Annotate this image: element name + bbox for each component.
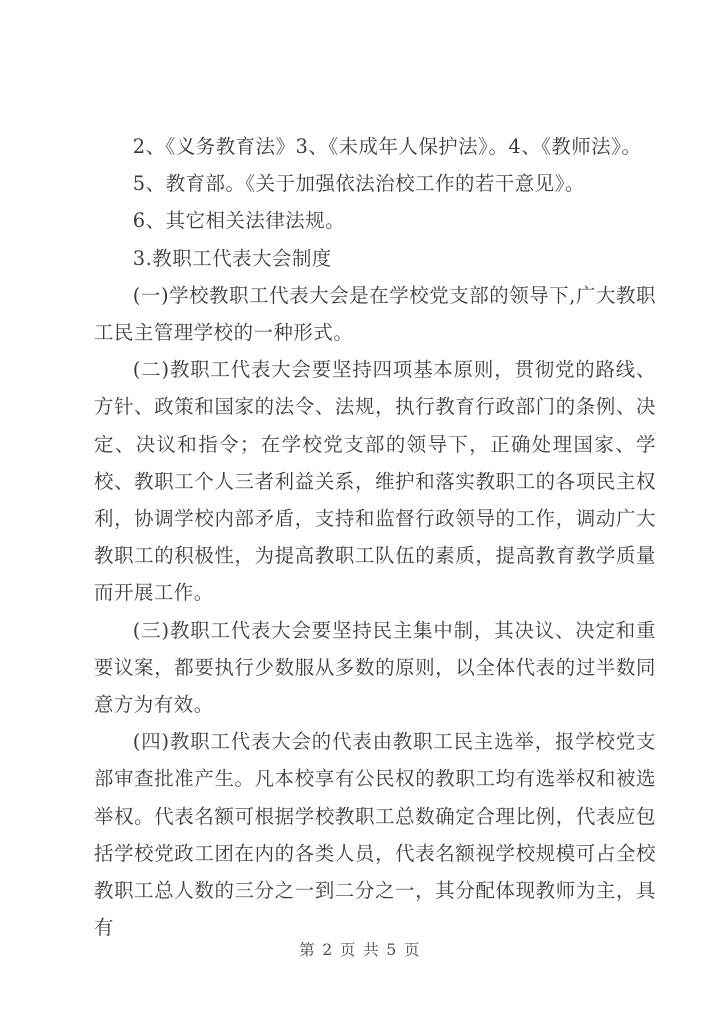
paragraph-statute-list-line: 2、《义务教育法》3、《未成年人保护法》。4、《教师法》。 [132, 135, 642, 158]
paragraph-clause-1: (一)学校教职工代表大会是在学校党支部的领导下,广大教职工民主管理学校的一种形式。 [94, 283, 656, 345]
paragraph-statute-other-laws: 6、其它相关法律法规。 [132, 209, 346, 233]
paragraph-clause-4: (四)教职工代表大会的代表由教职工民主选举，报学校党支部审查批准产生。凡本校享有公民权的教职工均有选举权和被选举权。代表名额可根据学校教职工总数确定合理比例，代表应包括学校党政工团在内的各类人员，代表名额视学校规模可占全校教职工总人数的三分之一到二分之一，其分配体现教师为主，具有 [94, 730, 656, 940]
paragraph-clause-3: (三)教职工代表大会要坚持民主集中制，其决议、决定和重要议案，都要执行少数服从多数的原则，以全体代表的过半数同意方为有效。 [94, 618, 656, 717]
paragraph-clause-2: (二)教职工代表大会要坚持四项基本原则，贯彻党的路线、方针、政策和国家的法令、法规，执行教育行政部门的条例、决定、决议和指令；在学校党支部的领导下，正确处理国家、学校、教职工个人三者利益关系，维护和落实教职工的各项民主权利，协调学校内部矛盾，支持和监督行政领导的工作，调动广大教职工的积极性，为提高教职工队伍的素质，提高教育教学质量而开展工作。 [94, 358, 656, 605]
section-heading-3: 3.教职工代表大会制度 [132, 246, 332, 270]
paragraph-statute-moe-opinion: 5、教育部。《关于加强依法治校工作的若干意见》。 [132, 172, 585, 196]
document-body [94, 128, 656, 946]
page-footer: 第 2 页 共 5 页 [299, 941, 421, 959]
